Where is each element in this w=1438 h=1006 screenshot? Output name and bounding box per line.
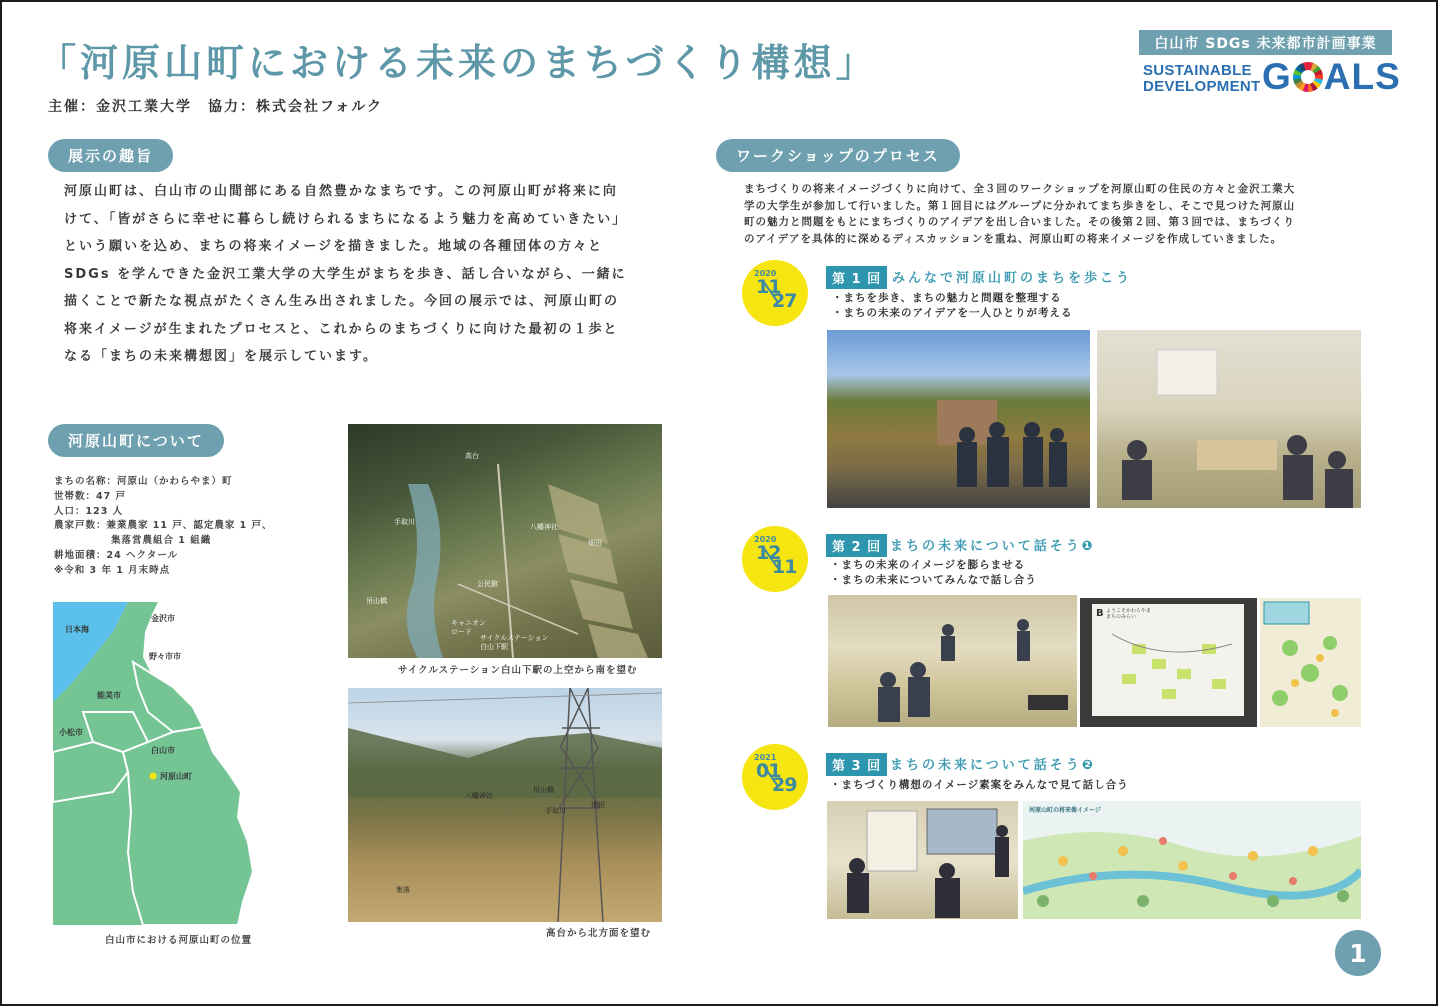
aerial-label-hatake: 畑田 — [588, 539, 602, 547]
map-label-kanazawa: 金沢市 — [151, 614, 175, 623]
sdgs-goals-g: G — [1262, 56, 1292, 97]
room-photo-svg — [828, 595, 1077, 727]
map-caption: 白山市における河原山町の位置 — [105, 935, 253, 946]
session-1-photo-walk — [827, 330, 1090, 508]
workshop-intro-line: 町の魅力と問題をもとにまちづくりのアイデアを出し合いました。その後第２回、第３回では、まちづくり — [744, 216, 1295, 228]
profile-households: 世帯数：47 戸 — [54, 490, 127, 502]
map-label-nonoichi: 野々市市 — [149, 652, 181, 661]
aerial-label-hachiman: 八幡神社 — [530, 523, 558, 531]
aerial-photo — [348, 424, 662, 658]
sdgs-sustainable-text: SUSTAINABLE — [1143, 62, 1252, 79]
aerial-label-tsuribashi: 吊山橋 — [366, 597, 387, 605]
session-1-day: 27 — [772, 290, 797, 312]
sdgs-goals-als: ALS — [1323, 56, 1401, 97]
view-label-tsuribashi: 吊山橋 — [533, 786, 554, 794]
session-1-month: 11 — [756, 276, 781, 298]
view-label-kaku: 集落 — [396, 886, 410, 894]
view-caption: 高台から北方面を望む — [546, 928, 652, 939]
map-label-komatsu: 小松市 — [59, 728, 83, 737]
board-b-label: B — [1096, 608, 1104, 619]
profile-farms: 農家戸数：兼業農家 11 戸、認定農家 1 戸、 — [54, 520, 273, 532]
workshop-intro-line: のアイデアを具体的に深めるディスカッションを重ね、河原山町の将来イメージを作成していきました。 — [744, 232, 1283, 245]
session-3-date-badge — [742, 744, 808, 810]
session-1-tag: 第 1 回 — [826, 266, 887, 289]
session-2-year: 2020 — [754, 535, 777, 544]
sdgs-wheel-icon — [1293, 62, 1323, 92]
session-2-month: 12 — [756, 542, 781, 564]
organizer-line: 主催：金沢工業大学 協力：株式会社フォルク — [48, 99, 384, 115]
session-1-date — [756, 276, 797, 312]
map-label-sea: 日本海 — [65, 625, 89, 634]
workshop-intro-line: 学の大学生が参加して行いました。第１回目にはグループに分かれてまち歩きをし、そこで見つけた河原山 — [744, 199, 1296, 212]
future-map-sign: 河原山町の将来像イメージ — [1029, 807, 1101, 814]
view-label-tedori: 手取川 — [545, 807, 566, 815]
future-map-svg — [1023, 801, 1361, 919]
town-profile — [54, 475, 314, 579]
aerial-label-koumin: 公民館 — [477, 580, 498, 588]
map-label-kawarayama: 河原山町 — [160, 772, 192, 781]
location-map — [53, 602, 266, 925]
aerial-photo-svg — [348, 424, 662, 658]
session-2-bullet: ・まちの未来についてみんなで話し合う — [830, 574, 1037, 586]
about-heading: 河原山町について — [48, 424, 224, 457]
session-2-title: まちの未来について話そう❶ — [890, 539, 1096, 554]
session-3-bullets — [830, 778, 1129, 793]
map-label-hakusan: 白山市 — [151, 746, 175, 755]
session-2-tag: 第 2 回 — [826, 534, 887, 557]
session-2-photo-board — [1080, 598, 1257, 727]
workshop-intro — [744, 181, 1384, 247]
session-3-tag: 第 3 回 — [826, 753, 887, 776]
session-3-photo-future-map — [1023, 801, 1361, 919]
exhibit-line: SDGs を学んできた金沢工業大学の大学生がまちを歩き、話し合いながら、一緒に — [64, 266, 627, 282]
aerial-label-tedori: 手取川 — [394, 518, 415, 526]
session-2-bullets — [830, 558, 1037, 588]
session-1-year: 2020 — [754, 269, 777, 278]
walk-photo-svg — [827, 330, 1090, 508]
exhibit-heading: 展示の趣旨 — [48, 139, 173, 172]
profile-area: 耕地面積：24 ヘクタール — [54, 549, 179, 561]
aerial-caption: サイクルステーション白山下駅の上空から南を望む — [398, 665, 638, 676]
profile-name: まちの名称：河原山（かわらやま）町 — [54, 476, 233, 487]
aerial-label-station: サイクルステーション 白山下駅 — [480, 634, 549, 651]
session-2-date — [756, 542, 797, 578]
page-title: 「河原山町における未来のまちづくり構想」 — [38, 41, 878, 85]
session-2-photo-room — [828, 595, 1077, 727]
exhibit-line: 描くことで新たな視点がたくさん生み出されました。今回の展示では、河原山町の — [64, 294, 620, 309]
profile-farms-cont: 集落営農組合 1 組織 — [111, 535, 212, 547]
exhibit-line: という願いを込め、まちの将来イメージを描きました。地域の各種団体の方々と — [64, 239, 604, 254]
meeting-photo-svg — [1097, 330, 1361, 508]
workshop-heading: ワークショップのプロセス — [716, 139, 960, 172]
view-label-hatake: 畑田 — [591, 801, 605, 809]
sdgs-wordmark — [1143, 63, 1260, 95]
exhibit-line: けて、「皆がさらに幸せに暮らし続けられるまちになるよう魅力を高めていきたい」 — [64, 211, 628, 227]
sdgs-banner: 白山市 SDGs 未来都市計画事業 — [1139, 30, 1392, 55]
session-3-day: 29 — [772, 774, 797, 796]
session-1-photo-meeting — [1097, 330, 1361, 508]
board-b-title: ようこそかわらやま まちのみらい — [1106, 608, 1152, 620]
map-label-nomi: 能美市 — [97, 691, 121, 700]
session-3-bullet: ・まちづくり構想のイメージ素案をみんなで見て話し合う — [830, 779, 1129, 791]
session-1-bullet: ・まちの未来のアイデアを一人ひとりが考える — [832, 307, 1073, 319]
session-2-day: 11 — [772, 556, 797, 578]
session-2-date-badge — [742, 526, 808, 592]
board-paper — [1092, 604, 1244, 716]
exhibit-body — [64, 178, 684, 371]
session-1-date-badge — [742, 260, 808, 326]
profile-population: 人口：123 人 — [54, 505, 124, 517]
aerial-label-canyon: キャニオン ロード — [451, 619, 486, 636]
sdgs-development-text: DEVELOPMENT — [1143, 78, 1261, 95]
session-2-photo-drawing — [1260, 598, 1361, 727]
session-1-bullets — [832, 291, 1073, 321]
view-photo — [348, 688, 662, 922]
board-sticky-notes-svg — [1092, 604, 1244, 716]
sdgs-goals-logo — [1262, 56, 1401, 98]
profile-note: ※令和 3 年 1 月末時点 — [54, 564, 171, 576]
workshop-intro-line: まちづくりの将来イメージづくりに向けて、全３回のワークショップを河原山町の住民の方々と金沢工業大 — [744, 183, 1296, 195]
session-2-bullet: ・まちの未来のイメージを膨らませる — [830, 559, 1026, 571]
session-3-year: 2021 — [754, 753, 777, 762]
presentation-photo-svg — [827, 801, 1018, 919]
session-1-bullet: ・まちを歩き、まちの魅力と問題を整理する — [832, 292, 1062, 304]
session-1-title: みんなで河原山町のまちを歩こう — [892, 271, 1133, 286]
view-label-hachiman: 八幡神社 — [465, 792, 493, 800]
exhibit-line: なる「まちの未来構想図」を展示しています。 — [64, 349, 378, 364]
exhibit-line: 将来イメージが生まれたプロセスと、これからのまちづくりに向けた最初の１歩と — [64, 321, 619, 337]
drawing-photo-svg — [1260, 598, 1361, 727]
session-3-title: まちの未来について話そう❷ — [890, 758, 1096, 773]
page-number: 1 — [1335, 930, 1381, 976]
session-3-photo-presentation — [827, 801, 1018, 919]
session-3-date — [756, 760, 797, 796]
exhibit-line: 河原山町は、白山市の山間部にある自然豊かなまちです。この河原山町が将来に向 — [64, 184, 618, 199]
aerial-label-takadai: 高台 — [465, 452, 479, 460]
session-3-month: 01 — [756, 760, 781, 782]
